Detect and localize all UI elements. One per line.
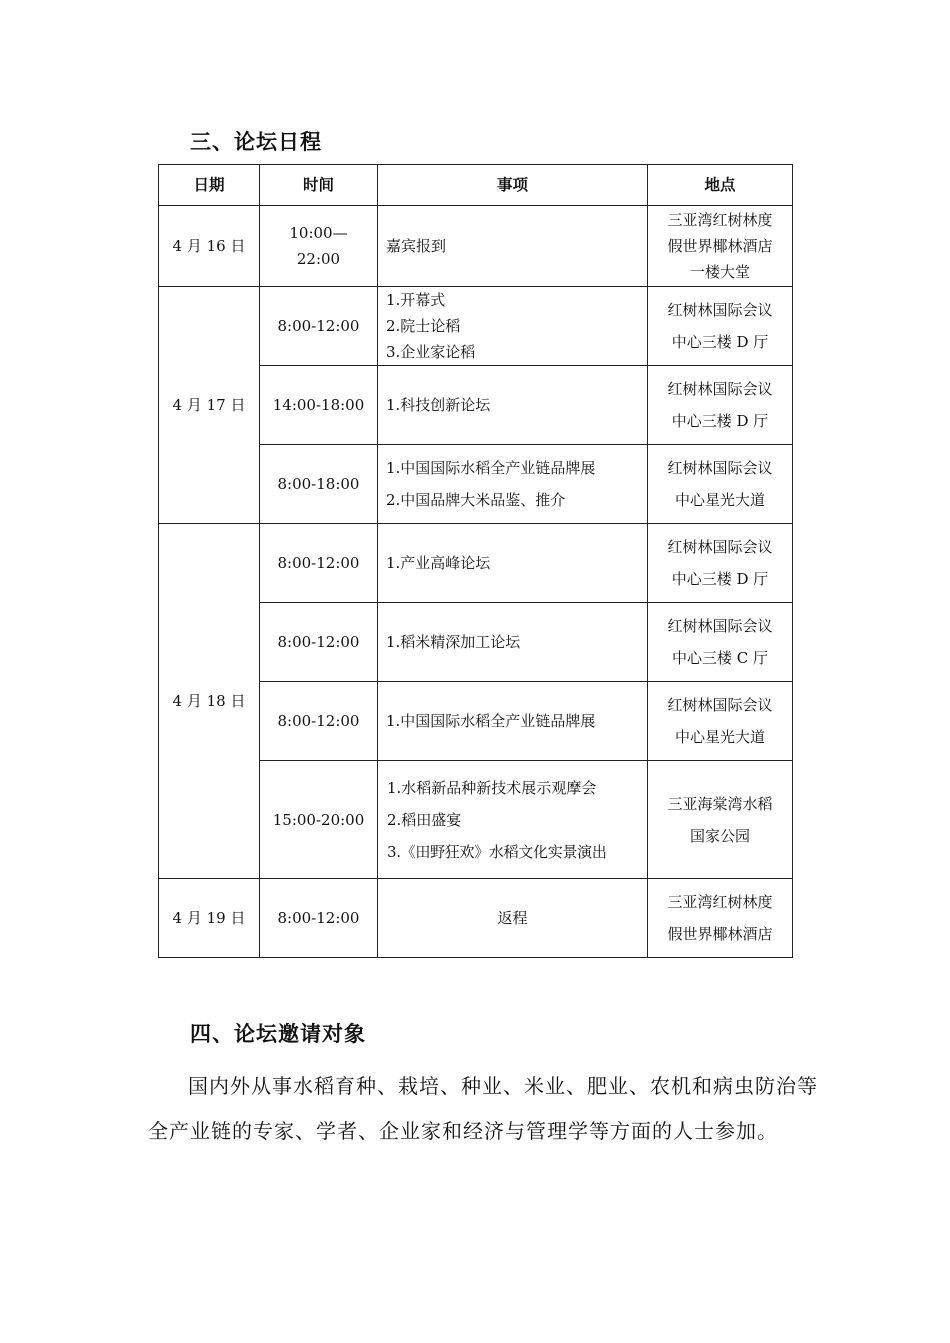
item-line: 嘉宾报到: [386, 237, 447, 255]
section-4-heading: 四、论坛邀请对象: [190, 1022, 366, 1046]
item-cell: [378, 366, 648, 445]
item-cell: [378, 761, 648, 879]
item-line: 返程: [497, 909, 528, 927]
time-cell: 8:00-12:00: [260, 682, 378, 761]
date-cell: 4 月 17 日: [159, 287, 260, 524]
item-line: 2.院士论稻: [386, 317, 461, 335]
time-cell: 8:00-12:00: [260, 287, 378, 366]
time-cell: 8:00-18:00: [260, 445, 378, 524]
place-cell: [648, 603, 793, 682]
item-cell: [378, 206, 648, 287]
table-row: [159, 206, 793, 287]
item-line: 1.中国国际水稻全产业链品牌展: [386, 712, 596, 730]
date-cell: 4 月 18 日: [159, 524, 260, 879]
place-line: 红树林国际会议: [667, 538, 773, 556]
header-item: 事项: [378, 165, 648, 206]
item-cell: [378, 603, 648, 682]
invitation-paragraph: [148, 1064, 828, 1154]
place-cell: [648, 445, 793, 524]
place-line: 中心星光大道: [674, 491, 765, 509]
item-line: 1.产业高峰论坛: [386, 554, 491, 572]
place-line: 中心三楼 D 厅: [671, 412, 769, 430]
item-cell: [378, 287, 648, 366]
item-cell: [378, 524, 648, 603]
time-cell: 10:00—22:00: [260, 206, 378, 287]
item-line: 1.中国国际水稻全产业链品牌展: [386, 459, 596, 477]
date-cell: 4 月 19 日: [159, 879, 260, 958]
place-cell: [648, 366, 793, 445]
table-row: [159, 879, 793, 958]
place-cell: [648, 206, 793, 287]
place-line: 红树林国际会议: [667, 617, 773, 635]
table-header-row: [159, 165, 793, 206]
item-cell: [378, 682, 648, 761]
place-line: 红树林国际会议: [667, 459, 773, 477]
item-line: 3.《田野狂欢》水稻文化实景演出: [387, 842, 607, 861]
place-line: 假世界椰林酒店: [667, 925, 773, 943]
place-line: 一楼大堂: [689, 263, 750, 281]
time-cell: 8:00-12:00: [260, 524, 378, 603]
place-line: 中心三楼 C 厅: [671, 649, 768, 667]
item-line: 1.稻米精深加工论坛: [386, 633, 521, 651]
place-line: 假世界椰林酒店: [667, 237, 773, 255]
place-line: 中心三楼 D 厅: [671, 333, 769, 351]
place-line: 三亚湾红树林度: [667, 211, 773, 229]
place-line: 中心三楼 D 厅: [671, 570, 769, 588]
header-date: 日期: [159, 165, 260, 206]
time-cell: 14:00-18:00: [260, 366, 378, 445]
item-cell: [378, 445, 648, 524]
table-row: [159, 287, 793, 366]
header-time: 时间: [260, 165, 378, 206]
date-cell: 4 月 16 日: [159, 206, 260, 287]
place-cell: [648, 761, 793, 879]
place-line: 红树林国际会议: [667, 301, 773, 319]
time-cell: 8:00-12:00: [260, 603, 378, 682]
item-cell: [378, 879, 648, 958]
place-cell: [648, 682, 793, 761]
table-row: [159, 524, 793, 603]
place-cell: [648, 879, 793, 958]
place-line: 红树林国际会议: [667, 696, 773, 714]
place-line: 中心星光大道: [674, 728, 765, 746]
time-cell: 15:00-20:00: [260, 761, 378, 879]
item-line: 1.水稻新品种新技术展示观摩会: [387, 778, 597, 797]
place-cell: [648, 524, 793, 603]
item-line: 2.中国品牌大米品鉴、推介: [386, 491, 566, 509]
schedule-table: [158, 164, 793, 958]
item-line: 1.科技创新论坛: [386, 396, 491, 414]
item-line: 3.企业家论稻: [386, 343, 476, 361]
place-line: 红树林国际会议: [667, 380, 773, 398]
item-line: 2.稻田盛宴: [387, 810, 462, 829]
header-place: 地点: [648, 165, 793, 206]
item-line: 1.开幕式: [386, 291, 446, 309]
place-line: 三亚湾红树林度: [667, 893, 773, 911]
paragraph-text: 国内外从事水稻育种、栽培、种业、米业、肥业、农机和病虫防治等全产业链的专家、学者、企业家和经济与管理学等方面的人士参加。: [148, 1074, 818, 1143]
place-line: 三亚海棠湾水稻: [667, 794, 773, 813]
time-cell: 8:00-12:00: [260, 879, 378, 958]
place-cell: [648, 287, 793, 366]
section-3-heading: 三、论坛日程: [190, 130, 322, 154]
place-line: 国家公园: [689, 826, 750, 845]
